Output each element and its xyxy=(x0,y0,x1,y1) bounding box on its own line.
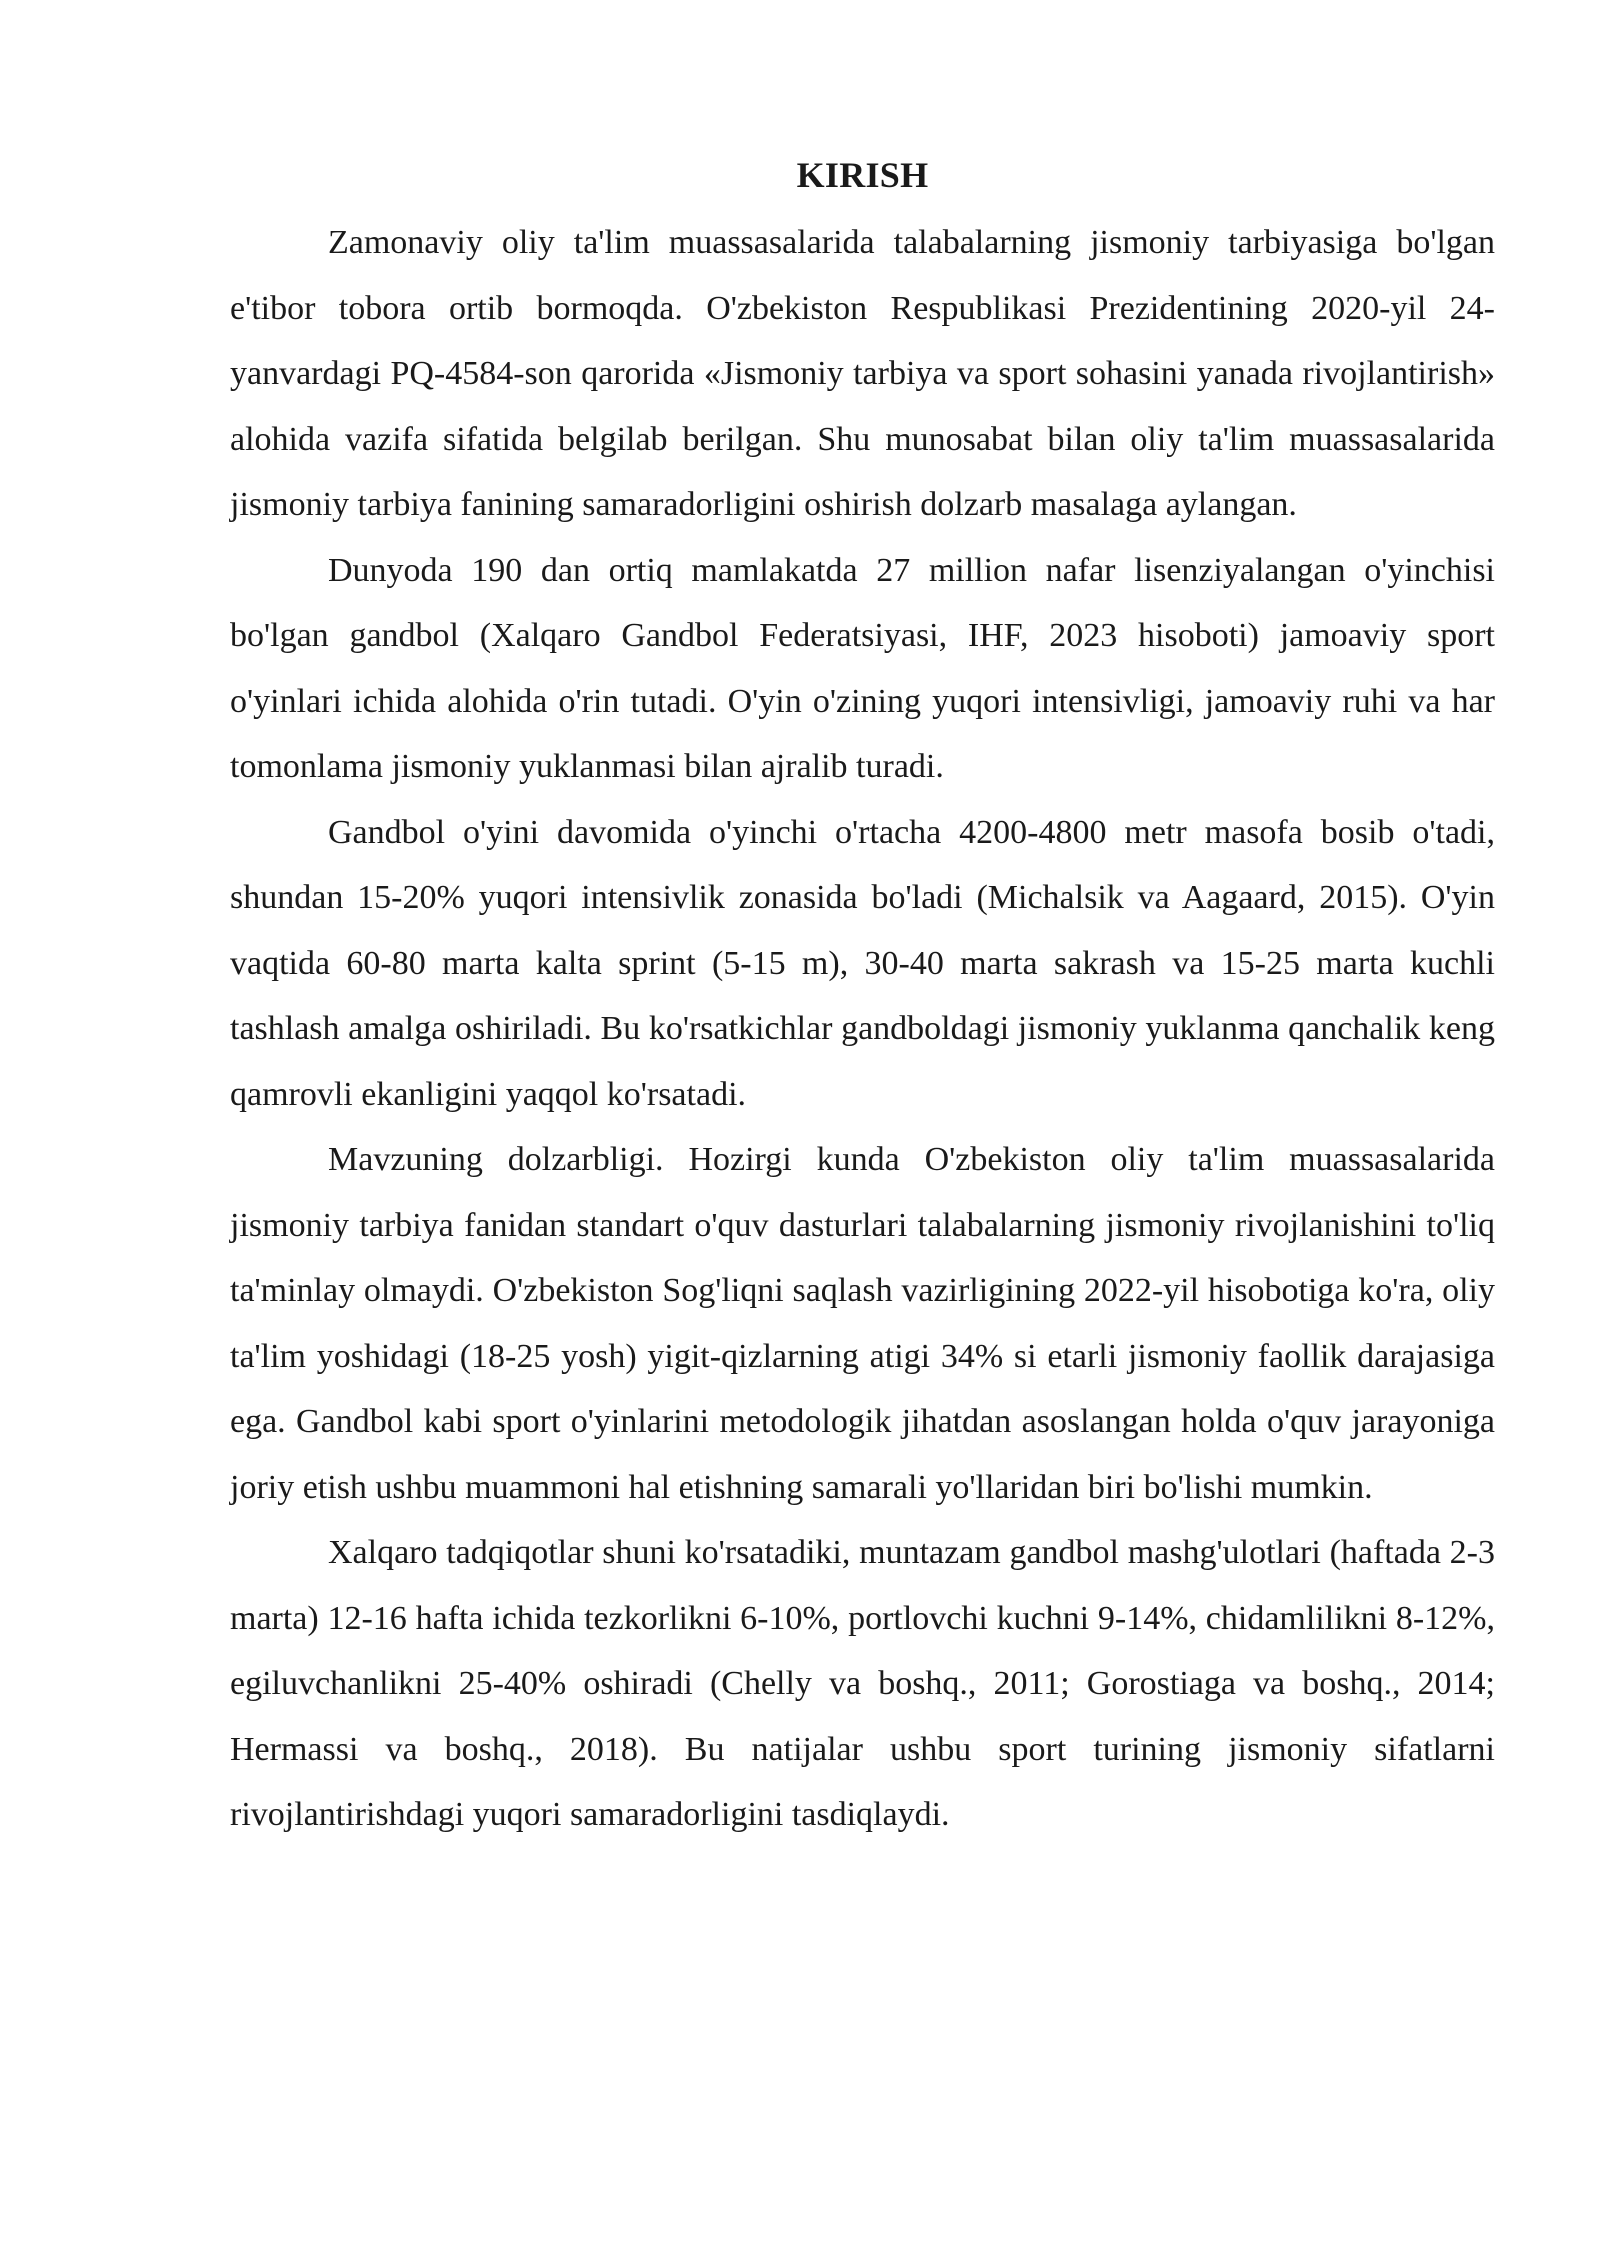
paragraph-relevance: Mavzuning dolzarbligi. Hozirgi kunda O'zbekiston oliy ta'lim muassasalarida jismoniy tarbiya fanidan standart o'quv dasturlari talabalarning jismoniy rivojlanishini to'liq ta'minlay olmaydi. O'zbekiston Sog'liqni saqlash vazirligining 2022-yil hisobotiga ko'ra, oliy ta'lim yoshidagi (18-25 yosh) yigit-qizlarning atigi 34% si etarli jismoniy faollik darajasiga ega. Gandbol kabi sport o'yinlarini metodologik jihatdan asoslangan holda o'quv jarayoniga joriy etish ushbu muammoni hal etishning samarali yo'llaridan biri bo'lishi mumkin. xyxy=(230,1141,1495,1506)
paragraph-research: Xalqaro tadqiqotlar shuni ko'rsatadiki, muntazam gandbol mashg'ulotlari (haftada 2-3 marta) 12-16 hafta ichida tezkorlikni 6-10%, portlovchi kuchni 9-14%, chidamlilikni 8-12%, egiluvchanlikni 25-40% oshiradi (Chelly va boshq., 2011; Gorostiaga va boshq., 2014; Hermassi va boshq., 2018). Bu natijalar ushbu sport turining jismoniy sifatlarni rivojlantirishdagi yuqori samaradorligini tasdiqlaydi. xyxy=(230,1534,1495,1833)
paragraph-intro: Zamonaviy oliy ta'lim muassasalarida talabalarning jismoniy tarbiyasiga bo'lgan e'tibor tobora ortib bormoqda. O'zbekiston Respublikasi Prezidentining 2020-yil 24-yanvardagi PQ-4584-son qarorida «Jismoniy tarbiya va sport sohasini yanada rivojlantirish» alohida vazifa sifatida belgilab berilgan. Shu munosabat bilan oliy ta'lim muassasalarida jismoniy tarbiya fanining samaradorligini oshirish dolzarb masalaga aylangan. xyxy=(230,224,1495,523)
document-heading: KIRISH xyxy=(796,155,929,195)
paragraph-game-load: Gandbol o'yini davomida o'yinchi o'rtacha 4200-4800 metr masofa bosib o'tadi, shundan 15-20% yuqori intensivlik zonasida bo'ladi (Michalsik va Aagaard, 2015). O'yin vaqtida 60-80 marta kalta sprint (5-15 m), 30-40 marta sakrash va 15-25 marta kuchli tashlash amalga oshiriladi. Bu ko'rsatkichlar gandboldagi jismoniy yuklanma qanchalik keng qamrovli ekanligini yaqqol ko'rsatadi. xyxy=(230,813,1495,1113)
paragraph-handball-world: Dunyoda 190 dan ortiq mamlakatda 27 million nafar lisenziyalangan o'yinchisi bo'lgan gandbol (Xalqaro Gandbol Federatsiyasi, IHF, 2023 hisoboti) jamoaviy sport o'yinlari ichida alohida o'rin tutadi. O'yin o'zining yuqori intensivligi, jamoaviy ruhi va har tomonlama jismoniy yuklanmasi bilan ajralib turadi. xyxy=(230,551,1495,785)
document-page xyxy=(230,150,1495,1848)
